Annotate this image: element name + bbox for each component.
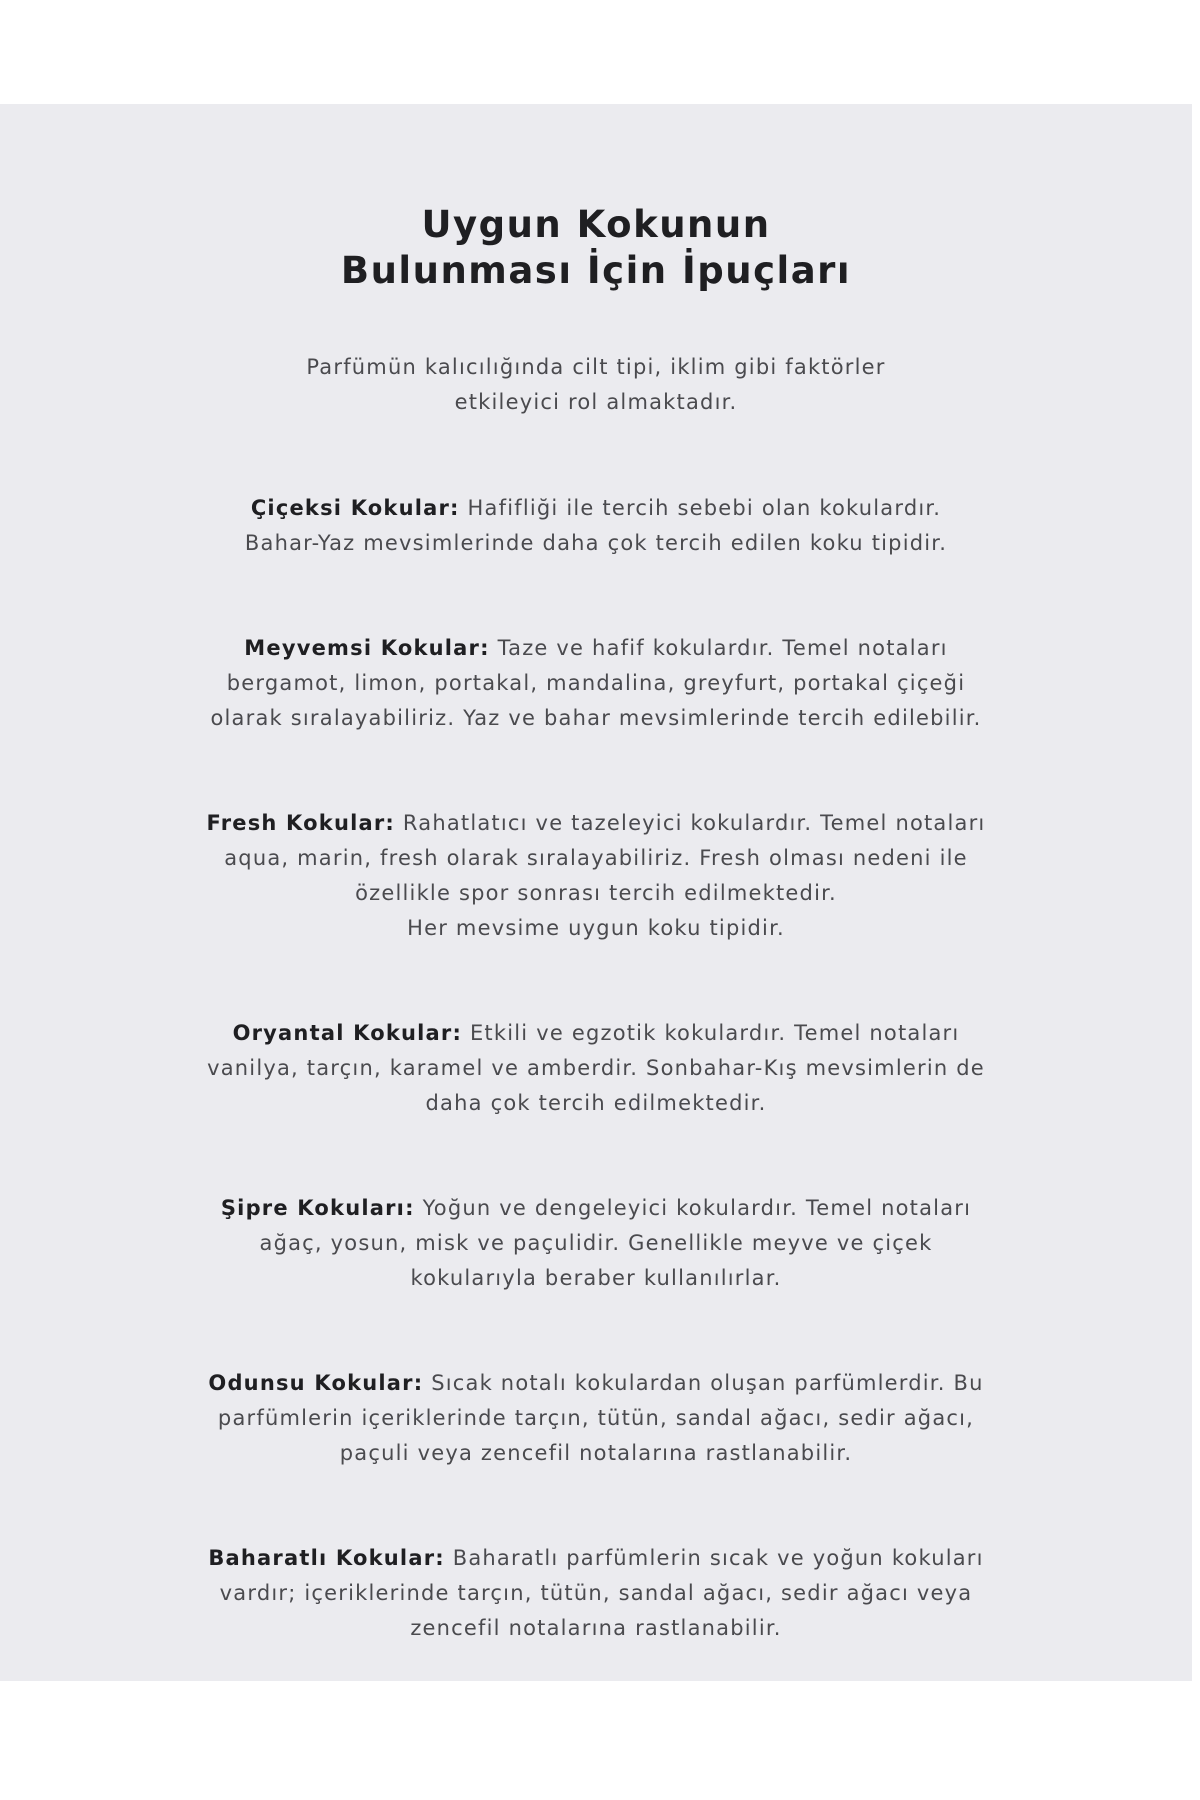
tip-line: özellikle spor sonrası tercih edilmektedir.: [355, 881, 837, 905]
tip-line: aqua, marin, fresh olarak sıralayabiliriz. Fresh olması nedeni ile: [224, 846, 968, 870]
tip-line: Rahatlatıcı ve tazeleyici kokulardır. Temel notaları: [395, 811, 986, 835]
tip-line: bergamot, limon, portakal, mandalina, greyfurt, portakal çiçeği: [226, 671, 966, 695]
tip-line: ağaç, yosun, misk ve paçulidir. Genellikle meyve ve çiçek: [259, 1231, 933, 1255]
tip-line: Etkili ve egzotik kokulardır. Temel notaları: [462, 1021, 960, 1045]
tip-line: Yoğun ve dengeleyici kokulardır. Temel notaları: [414, 1196, 972, 1220]
intro-line-1: Parfümün kalıcılığında cilt tipi, iklim gibi faktörler: [306, 355, 886, 379]
tip-line: daha çok tercih edilmektedir.: [425, 1091, 767, 1115]
tip-term: Odunsu Kokular:: [208, 1371, 424, 1395]
tip-floral: [156, 491, 1036, 561]
tip-term: Meyvemsi Kokular:: [244, 636, 490, 660]
tip-line: Baharatlı parfümlerin sıcak ve yoğun kokuları: [444, 1546, 984, 1570]
tip-term: Baharatlı Kokular:: [208, 1546, 445, 1570]
intro-line-2: etkileyici rol almaktadır.: [454, 390, 738, 414]
intro-text: [216, 350, 976, 420]
info-card: [0, 104, 1192, 1681]
tip-term: Oryantal Kokular:: [232, 1021, 463, 1045]
title-line-2: Bulunması İçin İpuçları: [340, 249, 852, 292]
tip-line: Sıcak notalı kokulardan oluşan parfümlerdir. Bu: [423, 1371, 984, 1395]
tip-spicy: [116, 1541, 1076, 1646]
tip-line: Her mevsime uygun koku tipidir.: [407, 916, 785, 940]
tip-line: olarak sıralayabiliriz. Yaz ve bahar mevsimlerinde tercih edilebilir.: [210, 706, 982, 730]
card-content: [0, 202, 1192, 1716]
tip-line: zencefil notalarına rastlanabilir.: [410, 1616, 782, 1640]
tip-line: vanilya, tarçın, karamel ve amberdir. Sonbahar-Kış mevsimlerin de: [207, 1056, 985, 1080]
page-title: [0, 202, 1192, 294]
tip-line: vardır; içeriklerinde tarçın, tütün, sandal ağacı, sedir ağacı veya: [219, 1581, 973, 1605]
tip-woody: [116, 1366, 1076, 1471]
tips-list: [0, 491, 1192, 1646]
tip-oriental: [156, 1016, 1036, 1121]
tip-line: kokularıyla beraber kullanılırlar.: [410, 1266, 782, 1290]
tip-line: Bahar-Yaz mevsimlerinde daha çok tercih edilen koku tipidir.: [244, 531, 948, 555]
tip-term: Fresh Kokular:: [206, 811, 396, 835]
tip-fruity: [116, 631, 1076, 736]
tip-line: Taze ve hafif kokulardır. Temel notaları: [489, 636, 948, 660]
tip-term: Şipre Kokuları:: [220, 1196, 415, 1220]
tip-line: Hafifliği ile tercih sebebi olan kokulardır.: [459, 496, 942, 520]
tip-fresh: [116, 806, 1076, 946]
title-line-1: Uygun Kokunun: [421, 203, 771, 246]
tip-line: paçuli veya zencefil notalarına rastlanabilir.: [339, 1441, 853, 1465]
tip-line: parfümlerin içeriklerinde tarçın, tütün, sandal ağacı, sedir ağacı,: [217, 1406, 975, 1430]
tip-chypre: [156, 1191, 1036, 1296]
tip-term: Çiçeksi Kokular:: [250, 496, 460, 520]
